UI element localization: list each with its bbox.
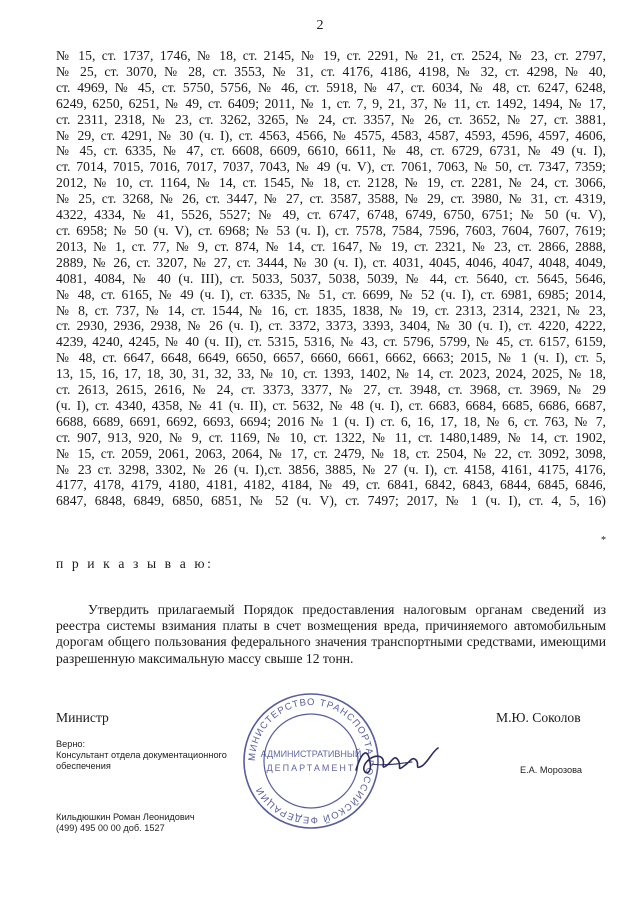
reference-line: ст. 4969, № 45, ст. 5750, 5756, № 46, ст. 5918, № 47, ст. 6034, № 48, ст. 6247, 6248, (56, 79, 606, 95)
reference-line: 6249, 6250, 6251, № 49, ст. 6409; 2011, № 1, ст. 7, 9, 21, 37, № 11, ст. 1492, 1494, № 17, (56, 95, 606, 111)
reference-line: 4081, 4084, № 40 (ч. III), ст. 5033, 5037, 5038, 5039, № 44, ст. 5640, ст. 5645, 5646, (56, 270, 606, 286)
executor-phone: (499) 495 00 00 доб. 1527 (56, 823, 165, 834)
reference-line: № 29, ст. 4291, № 30 (ч. I), ст. 4563, 4566, № 4575, 4583, 4587, 4593, 4596, 4597, 4606, (56, 127, 606, 143)
reference-line: 4177, 4178, 4179, 4180, 4181, 4182, 4184, № 49, ст. 6841, 6842, 6843, 6844, 6845, 6846, (56, 477, 606, 493)
order-word: п р и к а з ы в а ю: (56, 556, 214, 571)
reference-line: № 45, ст. 6335, № 47, ст. 6608, 6609, 6610, 6611, № 48, ст. 6729, 6731, № 49 (ч. I), (56, 143, 606, 159)
reference-line: № 48, ст. 6647, 6648, 6649, 6650, 6657, 6660, 6661, 6662, 6663; 2015, № 1 (ч. I), ст. 5, (56, 350, 606, 366)
reference-line: 6688, 6689, 6691, 6692, 6693, 6694; 2016 № 1 (ч. I) ст. 6, 16, 17, 18, № 6, ст. 763, № 7, (56, 413, 606, 429)
reference-line: ст. 2311, 2318, № 23, ст. 3262, 3265, № 24, ст. 3357, № 26, ст. 3652, № 27, ст. 3881, (56, 111, 606, 127)
verifier-name: Е.А. Морозова (520, 765, 583, 775)
reference-line: № 15, ст. 1737, 1746, № 18, ст. 2145, № 19, ст. 2291, № 21, ст. 2524, № 23, ст. 2797, (56, 48, 606, 63)
reference-line: № 25, ст. 3070, № 28, ст. 3553, № 31, ст. 4176, 4186, 4198, № 32, ст. 4298, № 40, (56, 63, 606, 79)
verifier-position: Консультант отдела документационного (56, 750, 227, 761)
reference-line: ст. 6958; № 50 (ч. V), ст. 6968; № 53 (ч. I), ст. 7578, 7584, 7596, 7603, 7604, 7607, 7619; (56, 222, 606, 238)
reference-line: 13, 15, 16, 17, 18, 30, 31, 32, 33, № 10, ст. 1393, 1402, № 14, ст. 2023, 2024, 2025, № 18, (56, 366, 606, 382)
reference-line: ст. 7014, 7015, 7016, 7017, 7037, 7043, № 49 (ч. V), ст. 7061, 7063, № 50, ст. 7347, 7359; (56, 159, 606, 175)
minister-title: Министр (56, 710, 109, 725)
page-number: 2 (316, 18, 324, 33)
handwritten-signature (352, 740, 442, 782)
reference-line: (ч. I), ст. 4340, 4358, № 41 (ч. II), ст. 5632, № 48 (ч. I), ст. 6683, 6684, 6685, 6686, 6687, (56, 397, 606, 413)
verified-label: Верно: (56, 739, 86, 749)
reference-line: ст. 2613, 2615, 2616, № 24, ст. 3373, 3377, № 27, ст. 3948, ст. 3968, ст. 3969, № 29 (56, 382, 606, 398)
reference-line: 2013, № 1, ст. 77, № 9, ст. 874, № 14, ст. 1647, № 19, ст. 2321, № 23, ст. 2866, 2888, (56, 238, 606, 254)
verification-block (56, 739, 227, 773)
stamp-inner-ring (264, 714, 358, 808)
reference-line: № 48, ст. 6165, № 49 (ч. I), ст. 6335, № 51, ст. 6699, № 52 (ч. I), ст. 6981, 6985; 2014, (56, 286, 606, 302)
legal-references (56, 48, 606, 509)
executor-name: Кильдюшкин Роман Леонидович (56, 812, 195, 822)
stamp-center-line1: АДМИНИСТРАТИВНЫЙ (260, 749, 362, 759)
minister-name: М.Ю. Соколов (496, 710, 581, 725)
reference-line: 6847, 6848, 6849, 6850, 6851, № 52 (ч. V), ст. 7497; 2017, № 1 (ч. I), ст. 4, 5, 16) (56, 493, 606, 509)
reference-line: 2012, № 10, ст. 1164, № 14, ст. 1545, № 18, ст. 2128, № 19, ст. 2281, № 24, ст. 3066, (56, 175, 606, 191)
stamp-center-line2: ДЕПАРТАМЕНТ (266, 763, 356, 773)
reference-line: № 25, ст. 3268, № 26, ст. 3447, № 27, ст. 3587, 3588, № 29, ст. 3980, № 31, ст. 4319, (56, 191, 606, 207)
reference-line: № 8, ст. 737, № 14, ст. 1544, № 16, ст. 1835, 1838, № 19, ст. 2313, 2314, 2321, № 23, (56, 302, 606, 318)
reference-line: ст. 2930, 2936, 2938, № 26 (ч. I), ст. 3372, 3373, 3393, 3404, № 30 (ч. I), ст. 4220, 4222, (56, 318, 606, 334)
reference-line: 4239, 4240, 4245, № 40 (ч. II), ст. 5315, 5316, № 43, ст. 5796, 5799, № 45, ст. 6157, 6159, (56, 334, 606, 350)
reference-line: 4322, 4334, № 41, 5526, 5527; № 49, ст. 6747, 6748, 6749, 6750, 6751; № 50 (ч. V), (56, 207, 606, 223)
executor-block (56, 812, 195, 834)
reference-line: ст. 907, 913, 920, № 9, ст. 1169, № 10, ст. 1322, № 11, ст. 1480,1489, № 14, ст. 1902, (56, 429, 606, 445)
reference-line: № 15, ст. 2059, 2061, 2063, 2064, № 17, ст. 2479, № 18, ст. 2504, № 22, ст. 3092, 3098, (56, 445, 606, 461)
decree-text: Утвердить прилагаемый Порядок предоставления налоговым органам сведений из реестра системы взимания платы в счет возмещения вреда, причиняемого автомобильным дорогам общего пользования федерального значения транспортными средствами, имеющими разрешенную максимальную массу свыше 12 тонн. (56, 602, 606, 666)
stamp-ring-text: МИНИСТЕРСТВО ТРАНСПОРТА РОССИЙСКОЙ ФЕДЕРАЦИИ (246, 696, 376, 826)
verifier-position-cont: обеспечения (56, 761, 111, 772)
reference-line: 2889, № 26, ст. 3207, № 27, ст. 3444, № 30 (ч. I), ст. 4031, 4045, 4046, 4047, 4048, 4049, (56, 254, 606, 270)
reference-line: № 23 ст. 3298, 3302, № 26 (ч. I),ст. 3856, 3885, № 27 (ч. I), ст. 4158, 4161, 4175, 4176, (56, 461, 606, 477)
footnote-mark: * (601, 535, 606, 546)
